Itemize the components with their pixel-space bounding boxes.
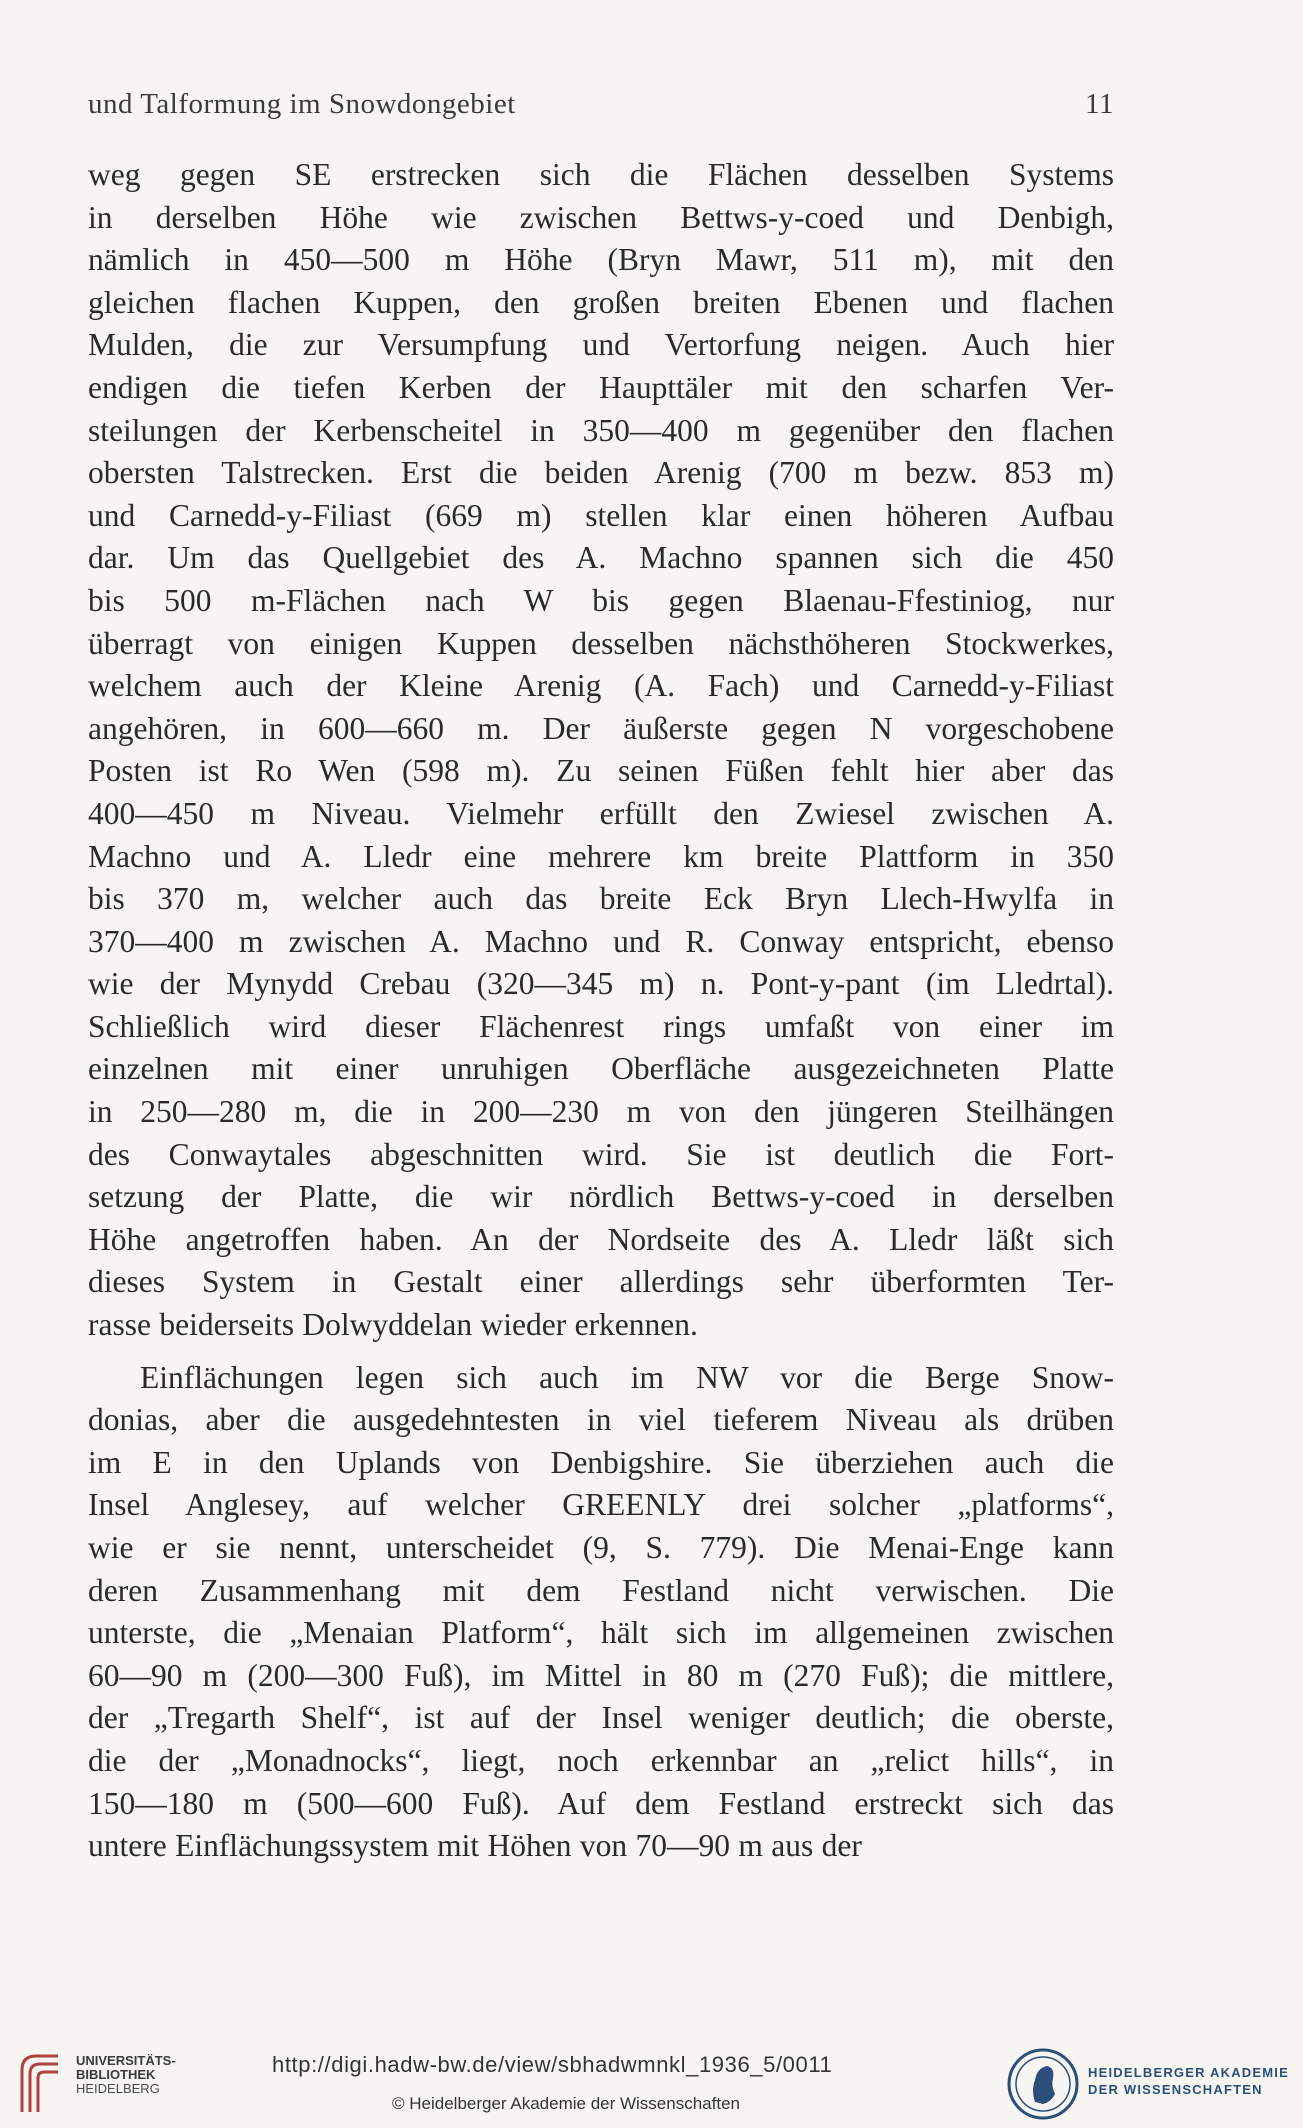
text-line: steilungen der Kerbenscheitel in 350—400 m gegenüber den flachen (88, 412, 1114, 448)
text-line: setzung der Platte, die wir nördlich Bettws-y-coed in derselben (88, 1179, 1114, 1215)
text-line: Mulden, die zur Versumpfung und Vertorfung neigen. Auch hier (88, 327, 1114, 363)
text-line: unterste, die „Menaian Platform“, hält sich im allgemeinen zwischen (88, 1615, 1114, 1651)
university-line-1: UNIVERSITÄTS- (76, 2053, 176, 2068)
text-line: Höhe angetroffen haben. An der Nordseite des A. Lledr läßt sich (88, 1221, 1114, 1257)
text-line: dar. Um das Quellgebiet des A. Machno spannen sich die 450 (88, 540, 1114, 576)
text-line: Machno und A. Lledr eine mehrere km breite Plattform in 350 (88, 838, 1114, 874)
paragraph (88, 1357, 1114, 1868)
text-line: bis 370 m, welcher auch das breite Eck Bryn Llech-Hwylfa in (88, 881, 1114, 917)
text-line: der „Tregarth Shelf“, ist auf der Insel weniger deutlich; die oberste, (88, 1700, 1114, 1736)
university-library-name (76, 2054, 176, 2096)
university-line-3: HEIDELBERG (76, 2081, 160, 2096)
paragraph-gap (88, 1347, 1114, 1357)
paragraph (88, 154, 1114, 1347)
text-line: wie er sie nennt, unterscheidet (9, S. 779). Die Menai-Enge kann (88, 1530, 1114, 1565)
copyright-notice: © Heidelberger Akademie der Wissenschaften (392, 2094, 740, 2113)
text-line: untere Einflächungssystem mit Höhen von 70—90 m aus der (88, 1828, 862, 1864)
page-number: 11 (1085, 88, 1114, 120)
text-line: weg gegen SE erstrecken sich die Flächen desselben Systems (88, 157, 1114, 192)
text-line: bis 500 m-Flächen nach W bis gegen Blaenau-Ffestiniog, nur (88, 582, 1114, 618)
academy-name (1088, 2064, 1289, 2098)
footer (0, 2042, 1303, 2128)
text-line: 400—450 m Niveau. Vielmehr erfüllt den Zwiesel zwischen A. (88, 795, 1114, 831)
text-line: die der „Monadnocks“, liegt, noch erkennbar an „relict hills“, in (88, 1742, 1114, 1778)
text-line: rasse beiderseits Dolwyddelan wieder erkennen. (88, 1307, 698, 1343)
text-line: Insel Anglesey, auf welcher GREENLY drei solcher „platforms“, (88, 1487, 1114, 1523)
text-line: Einflächungen legen sich auch im NW vor die Berge Snow- (140, 1359, 1114, 1395)
source-url-link[interactable]: http://digi.hadw-bw.de/view/sbhadwmnkl_1936_5/0011 (272, 2052, 833, 2077)
text-line: endigen die tiefen Kerben der Haupttäler mit den scharfen Ver- (88, 369, 1114, 405)
running-title: und Talformung im Snowdongebiet (88, 88, 516, 120)
academy-seal-icon (1005, 2046, 1081, 2122)
academy-line-2: DER WISSENSCHAFTEN (1088, 2082, 1263, 2097)
text-line: und Carnedd-y-Filiast (669 m) stellen klar einen höheren Aufbau (88, 497, 1114, 533)
university-library-logo-icon (14, 2050, 74, 2116)
text-line: welchem auch der Kleine Arenig (A. Fach) und Carnedd-y-Filiast (88, 668, 1114, 704)
university-line-2: BIBLIOTHEK (76, 2067, 156, 2082)
text-line: Posten ist Ro Wen (598 m). Zu seinen Füßen fehlt hier aber das (88, 753, 1114, 789)
body-text (88, 154, 1114, 1868)
text-line: wie der Mynydd Crebau (320—345 m) n. Pont-y-pant (im Lledrtal). (88, 966, 1114, 1002)
text-line: überragt von einigen Kuppen desselben nächsthöheren Stockwerkes, (88, 625, 1114, 661)
text-line: 370—400 m zwischen A. Machno und R. Conway entspricht, ebenso (88, 923, 1114, 959)
academy-line-1: HEIDELBERGER AKADEMIE (1088, 2065, 1289, 2080)
text-line: nämlich in 450—500 m Höhe (Bryn Mawr, 511 m), mit den (88, 242, 1114, 278)
text-line: des Conwaytales abgeschnitten wird. Sie ist deutlich die Fort- (88, 1136, 1114, 1172)
text-line: 60—90 m (200—300 Fuß), im Mittel in 80 m (270 Fuß); die mittlere, (88, 1657, 1114, 1693)
text-line: dieses System in Gestalt einer allerdings sehr überformten Ter- (88, 1264, 1114, 1300)
text-line: in 250—280 m, die in 200—230 m von den jüngeren Steilhängen (88, 1094, 1114, 1130)
text-line: einzelnen mit einer unruhigen Oberfläche ausgezeichneten Platte (88, 1051, 1114, 1087)
text-line: donias, aber die ausgedehntesten in viel tieferem Niveau als drüben (88, 1402, 1114, 1438)
text-line: im E in den Uplands von Denbigshire. Sie überziehen auch die (88, 1444, 1114, 1480)
text-line: obersten Talstrecken. Erst die beiden Arenig (700 m bezw. 853 m) (88, 455, 1114, 491)
text-line: in derselben Höhe wie zwischen Bettws-y-coed und Denbigh, (88, 199, 1114, 235)
text-line: 150—180 m (500—600 Fuß). Auf dem Festland erstreckt sich das (88, 1785, 1114, 1821)
text-line: Schließlich wird dieser Flächenrest rings umfaßt von einer im (88, 1008, 1114, 1044)
text-line: angehören, in 600—660 m. Der äußerste gegen N vorgeschobene (88, 710, 1114, 746)
text-line: gleichen flachen Kuppen, den großen breiten Ebenen und flachen (88, 284, 1114, 320)
text-line: deren Zusammenhang mit dem Festland nicht verwischen. Die (88, 1572, 1114, 1608)
